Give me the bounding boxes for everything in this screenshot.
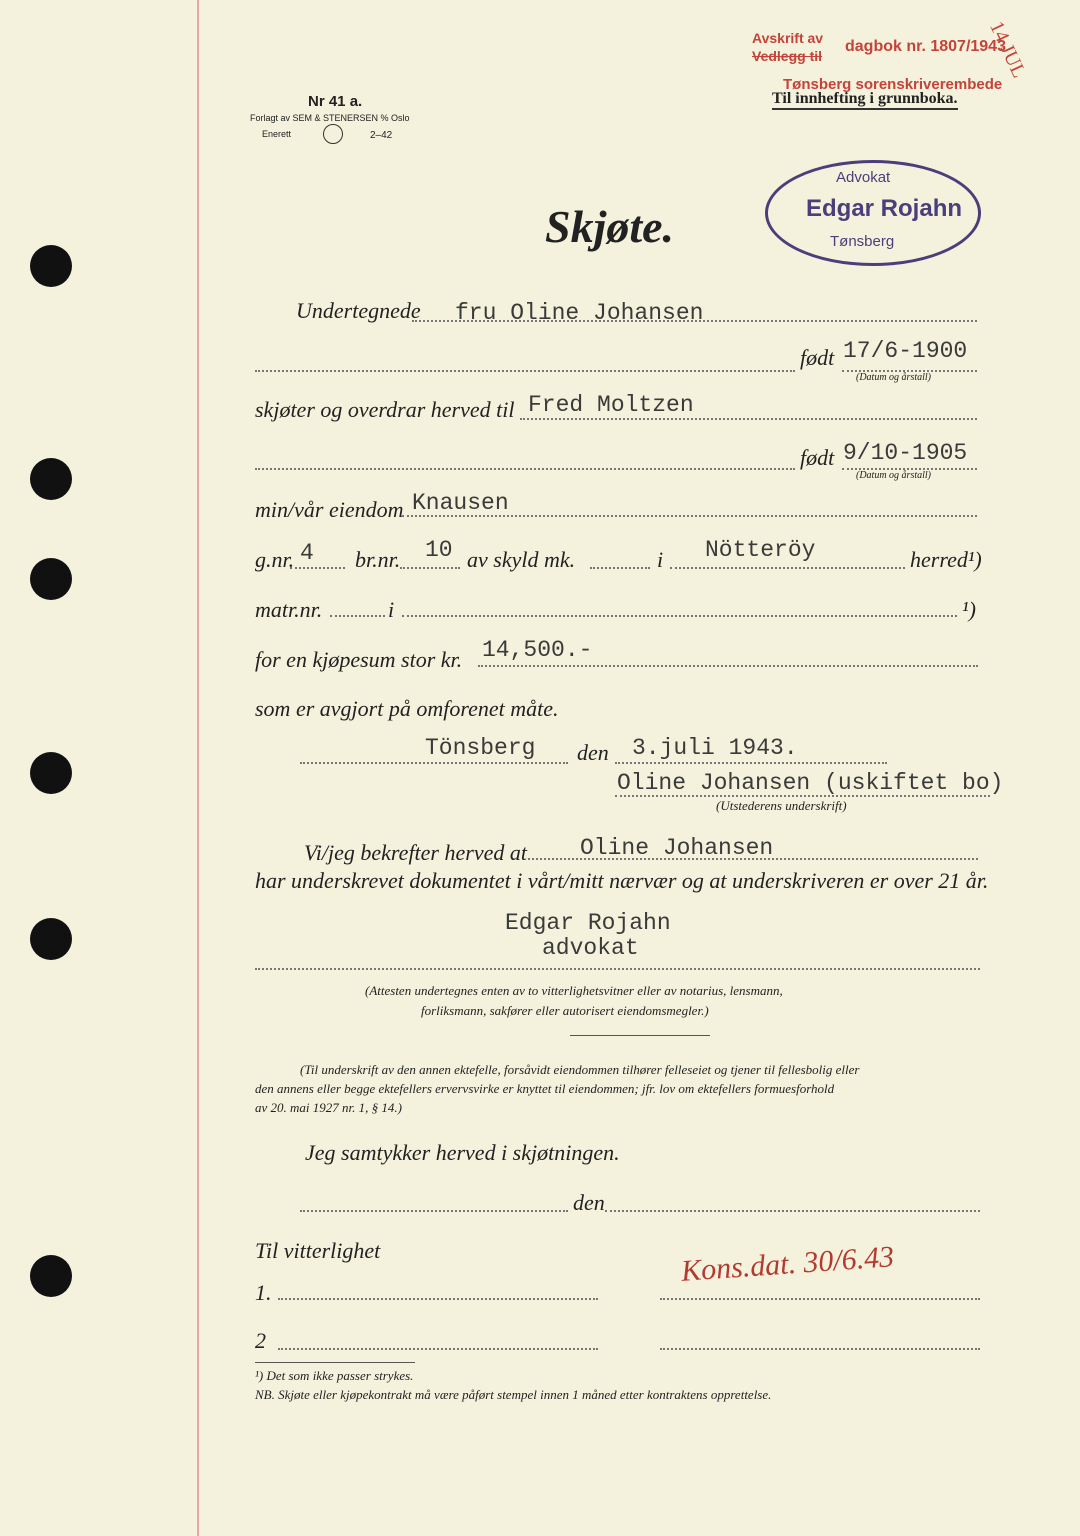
- gnr-value: 4: [300, 540, 314, 566]
- stamp-corner: 14 JUL: [985, 18, 1031, 82]
- avgjort-text: som er avgjort på omforenet måte.: [255, 696, 559, 721]
- matr-label: matr.nr.: [255, 597, 323, 622]
- dotted-line: [605, 1210, 980, 1212]
- margin-rule: [197, 0, 199, 1536]
- brnr-label: br.nr.: [355, 547, 401, 572]
- dotted-line: [402, 615, 957, 617]
- handwritten-note: Kons.dat. 30/6.43: [680, 1240, 896, 1288]
- dotted-line: [255, 968, 980, 970]
- fodt1-value: 17/6-1900: [843, 338, 968, 364]
- dotted-line: [670, 567, 905, 569]
- gnr-label: g.nr.: [255, 547, 295, 572]
- dotted-line: [615, 762, 887, 764]
- punch-hole: [30, 245, 72, 287]
- publisher-logo-icon: [323, 124, 343, 144]
- punch-hole: [30, 558, 72, 600]
- fodt-label-2: født: [800, 445, 835, 470]
- divider: [570, 1035, 710, 1036]
- kjopesum-value: 14,500.-: [482, 637, 593, 663]
- form-number: Nr 41 a.: [308, 93, 363, 110]
- stamp-line1: Avskrift av: [752, 30, 824, 46]
- eiendom-value: Knausen: [412, 490, 509, 516]
- advokat-stamp-city: Tønsberg: [830, 233, 895, 250]
- footnote-2: NB. Skjøte eller kjøpekontrakt må være påført stempel innen 1 måned etter kontraktens opprettelse.: [255, 1387, 772, 1402]
- undertegnede-label: Undertegnede: [296, 298, 421, 323]
- fodt-label: født: [800, 345, 835, 370]
- enerett: Enerett: [262, 129, 292, 139]
- witness-title: advokat: [542, 935, 639, 961]
- skjoter-value: Fred Moltzen: [528, 392, 694, 418]
- place-value: Tönsberg: [425, 735, 536, 761]
- skyld-label: av skyld mk.: [467, 547, 576, 572]
- bekrefter-label: Vi/jeg bekrefter herved at: [304, 840, 527, 865]
- brnr-value: 10: [425, 537, 453, 563]
- eiendom-label: min/vår eiendom: [255, 497, 404, 522]
- dotted-line: [255, 468, 795, 470]
- undertegnede-value: fru Oline Johansen: [455, 300, 704, 326]
- dotted-line: [300, 1210, 568, 1212]
- spouse-note-1: (Til underskrift av den annen ektefelle, forsåvidt eiendommen tilhører felleseiet og tjener til fellesbolig eller: [300, 1062, 860, 1077]
- bekrefter-line2: har underskrevet dokumentet i vårt/mitt nærvær og at underskriveren er over 21 år.: [255, 868, 989, 893]
- advokat-stamp: [765, 160, 981, 266]
- dotted-line: [660, 1298, 980, 1300]
- dotted-line: [520, 418, 977, 420]
- signature-value: Oline Johansen (uskiftet bo): [617, 770, 1004, 796]
- fodt2-value: 9/10-1905: [843, 440, 968, 466]
- stamp-office: Tønsberg sorenskriverembede: [783, 76, 1003, 93]
- utsteder-label: (Utstederens underskrift): [716, 798, 847, 813]
- datum-label: (Datum og årstall): [856, 372, 931, 383]
- stamp-line2: Vedlegg til: [752, 48, 823, 64]
- dotted-line: [400, 567, 460, 569]
- divider: [255, 1362, 415, 1363]
- dotted-line: [660, 1348, 980, 1350]
- herred-value: Nötteröy: [705, 537, 816, 563]
- kjopesum-label: for en kjøpesum stor kr.: [255, 647, 463, 672]
- spouse-note-2: den annens eller begge ektefellers ervervsvirke er knyttet til eiendommen; jfr. lov om ektefellers formuesforhold: [255, 1081, 835, 1096]
- page-title: Skjøte.: [545, 201, 675, 252]
- attest-note-1: (Attesten undertegnes enten av to vitterlighetsvitner eller av notarius, lensmann,: [365, 983, 783, 998]
- dotted-line: [255, 370, 795, 372]
- vitterlighet-label: Til vitterlighet: [255, 1238, 381, 1263]
- bekrefter-value: Oline Johansen: [580, 835, 774, 861]
- witness-name: Edgar Rojahn: [505, 910, 671, 936]
- dotted-line: [290, 567, 345, 569]
- samtykker-text: Jeg samtykker herved i skjøtningen.: [305, 1140, 620, 1165]
- den-label: den: [577, 740, 609, 765]
- punch-hole: [30, 918, 72, 960]
- dotted-line: [330, 615, 385, 617]
- herred-label: herred¹): [910, 547, 982, 572]
- date-value: 3.juli 1943.: [632, 735, 798, 761]
- dotted-line: [300, 762, 568, 764]
- dotted-line: [478, 665, 978, 667]
- dotted-line: [590, 567, 650, 569]
- datum-label-2: (Datum og årstall): [856, 470, 931, 481]
- spouse-note-3: av 20. mai 1927 nr. 1, § 14.): [255, 1100, 402, 1115]
- stamp-til: Til innhefting i grunnboka.: [772, 90, 958, 110]
- footnote-1: ¹) Det som ikke passer strykes.: [255, 1368, 414, 1383]
- stamp-dagbok: dagbok nr. 1807/1943: [845, 38, 1006, 55]
- matr-i: i: [388, 597, 395, 622]
- matr-note: ¹): [962, 597, 976, 622]
- dotted-line: [278, 1298, 598, 1300]
- witness-2-label: 2: [255, 1328, 266, 1353]
- skjoter-label: skjøter og overdrar herved til: [255, 397, 515, 422]
- punch-hole: [30, 1255, 72, 1297]
- punch-hole: [30, 752, 72, 794]
- advokat-stamp-top: Advokat: [836, 169, 891, 186]
- punch-hole: [30, 458, 72, 500]
- date-code: 2–42: [370, 130, 393, 141]
- den2-label: den: [573, 1190, 605, 1215]
- advokat-stamp-name: Edgar Rojahn: [806, 195, 963, 222]
- i-label: i: [657, 547, 664, 572]
- publisher-line: Forlagt av SEM & STENERSEN % Oslo: [250, 113, 410, 123]
- dotted-line: [278, 1348, 598, 1350]
- attest-note-2: forliksmann, sakfører eller autorisert eiendomsmegler.): [421, 1003, 709, 1018]
- witness-1-label: 1.: [255, 1280, 272, 1305]
